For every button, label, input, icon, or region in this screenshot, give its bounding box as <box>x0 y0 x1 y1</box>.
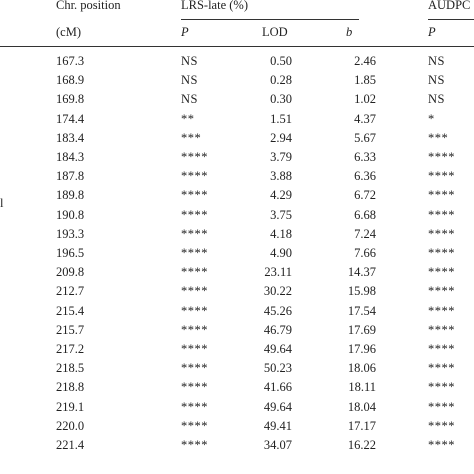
cell-audpc-p: **** <box>428 265 455 280</box>
cell-lrs-p: **** <box>181 438 208 452</box>
cell-b: 17.17 <box>347 418 376 433</box>
cell-lod: 2.94 <box>270 130 292 145</box>
cell-chr-position: 219.1 <box>56 399 85 414</box>
cell-audpc-p: **** <box>428 169 455 184</box>
cell-chr-position: 218.5 <box>56 361 85 376</box>
cell-audpc-p: **** <box>428 188 455 203</box>
audpc-rule <box>428 19 474 20</box>
cell-lod: 23.11 <box>264 265 292 280</box>
cell-lrs-p: **** <box>181 265 208 280</box>
cell-chr-position: 168.9 <box>56 73 85 88</box>
cell-chr-position: 220.0 <box>56 418 85 433</box>
cell-audpc-p: **** <box>428 438 455 452</box>
cell-lrs-p: **** <box>181 150 208 164</box>
cell-lod: 46.79 <box>263 322 292 337</box>
cell-lod: 45.26 <box>263 303 292 318</box>
header-chr-position-unit: (cM) <box>56 25 81 39</box>
cell-b: 18.11 <box>348 380 376 395</box>
cell-lrs-p: **** <box>181 284 208 299</box>
header-lod: LOD <box>262 25 288 39</box>
cell-b: 16.22 <box>347 438 376 452</box>
cell-audpc-p: **** <box>428 342 455 356</box>
cell-b: 14.37 <box>347 265 376 280</box>
cell-lrs-p: **** <box>181 207 208 222</box>
cell-b: 6.36 <box>354 169 376 184</box>
cell-b: 1.02 <box>354 92 376 107</box>
cell-chr-position: 190.8 <box>56 207 85 222</box>
cell-audpc-p: **** <box>428 418 455 433</box>
cell-audpc-p: **** <box>428 284 455 299</box>
cell-chr-position: 209.8 <box>56 265 85 280</box>
cell-lrs-p: ** <box>181 111 195 126</box>
cell-b: 4.37 <box>354 111 376 126</box>
cell-chr-position: 183.4 <box>56 130 85 145</box>
cell-lod: 4.29 <box>270 188 292 203</box>
cell-b: 6.72 <box>354 188 376 203</box>
left-cropped-fragment: l <box>0 196 4 210</box>
cell-chr-position: 196.5 <box>56 246 85 260</box>
cell-chr-position: 221.4 <box>56 438 85 452</box>
cell-audpc-p: **** <box>428 150 455 164</box>
header-p: P <box>181 25 189 39</box>
cell-b: 6.68 <box>354 207 376 222</box>
cell-lod: 3.79 <box>270 150 292 164</box>
cell-lod: 3.88 <box>270 169 292 184</box>
cell-chr-position: 189.8 <box>56 188 85 203</box>
cell-chr-position: 215.4 <box>56 303 85 318</box>
cell-lod: 49.64 <box>263 399 292 414</box>
cell-chr-position: 187.8 <box>56 169 85 184</box>
cell-lrs-p: **** <box>181 399 208 414</box>
cell-lrs-p: **** <box>181 418 208 433</box>
cell-audpc-p: **** <box>428 246 455 260</box>
cell-lrs-p: **** <box>181 188 208 203</box>
cell-audpc-p: **** <box>428 380 455 395</box>
cell-chr-position: 215.7 <box>56 322 85 337</box>
cell-audpc-p: NS <box>428 73 445 88</box>
cell-lrs-p: **** <box>181 361 208 376</box>
header-audpc-p: P <box>428 25 436 39</box>
cell-audpc-p: NS <box>428 54 445 68</box>
cell-chr-position: 193.3 <box>56 226 85 241</box>
cell-audpc-p: **** <box>428 226 455 241</box>
cell-b: 1.85 <box>354 73 376 88</box>
cell-lrs-p: **** <box>181 322 208 337</box>
cell-lod: 4.90 <box>270 246 292 260</box>
cell-b: 17.96 <box>347 342 376 356</box>
cell-audpc-p: **** <box>428 207 455 222</box>
cell-chr-position: 218.8 <box>56 380 85 395</box>
cell-audpc-p: *** <box>428 130 449 145</box>
cell-chr-position: 184.3 <box>56 150 85 164</box>
cell-lod: 0.30 <box>270 92 292 107</box>
cell-b: 17.54 <box>347 303 376 318</box>
cell-lod: 50.23 <box>263 361 292 376</box>
cell-lod: 1.51 <box>270 111 292 126</box>
header-bottom-rule <box>0 46 474 47</box>
cell-lod: 34.07 <box>263 438 292 452</box>
cell-audpc-p: **** <box>428 361 455 376</box>
cell-chr-position: 169.8 <box>56 92 85 107</box>
cell-lod: 0.28 <box>270 73 292 88</box>
cell-lrs-p: **** <box>181 303 208 318</box>
cell-audpc-p: **** <box>428 322 455 337</box>
cell-b: 18.06 <box>347 361 376 376</box>
cell-lod: 3.75 <box>270 207 292 222</box>
cell-lod: 49.41 <box>263 418 292 433</box>
cell-b: 15.98 <box>347 284 376 299</box>
cell-chr-position: 217.2 <box>56 342 85 356</box>
cell-b: 7.24 <box>354 226 376 241</box>
header-lrs-late: LRS-late (%) <box>181 0 248 12</box>
cell-chr-position: 174.4 <box>56 111 85 126</box>
header-audpc: AUDPC <box>428 0 471 12</box>
cell-lod: 4.18 <box>270 226 292 241</box>
cell-b: 7.66 <box>354 246 376 260</box>
cell-b: 6.33 <box>354 150 376 164</box>
cell-lrs-p: **** <box>181 380 208 395</box>
cell-chr-position: 212.7 <box>56 284 85 299</box>
cell-b: 2.46 <box>354 54 376 68</box>
cell-b: 17.69 <box>347 322 376 337</box>
cell-lrs-p: **** <box>181 246 208 260</box>
cell-b: 5.67 <box>354 130 376 145</box>
cell-lrs-p: NS <box>181 92 198 107</box>
cell-lrs-p: **** <box>181 226 208 241</box>
cell-audpc-p: NS <box>428 92 445 107</box>
cell-lrs-p: NS <box>181 73 198 88</box>
cell-chr-position: 167.3 <box>56 54 85 68</box>
cell-lod: 0.50 <box>270 54 292 68</box>
cell-audpc-p: **** <box>428 399 455 414</box>
cell-lrs-p: NS <box>181 54 198 68</box>
lrs-late-rule <box>181 19 359 20</box>
cell-lrs-p: **** <box>181 342 208 356</box>
cell-audpc-p: **** <box>428 303 455 318</box>
cell-lrs-p: *** <box>181 130 202 145</box>
header-chr-position: Chr. position <box>56 0 121 12</box>
header-b: b <box>346 25 353 39</box>
cell-b: 18.04 <box>347 399 376 414</box>
cell-lrs-p: **** <box>181 169 208 184</box>
cell-lod: 49.64 <box>263 342 292 356</box>
cell-audpc-p: * <box>428 111 435 126</box>
cell-lod: 41.66 <box>263 380 292 395</box>
cell-lod: 30.22 <box>263 284 292 299</box>
